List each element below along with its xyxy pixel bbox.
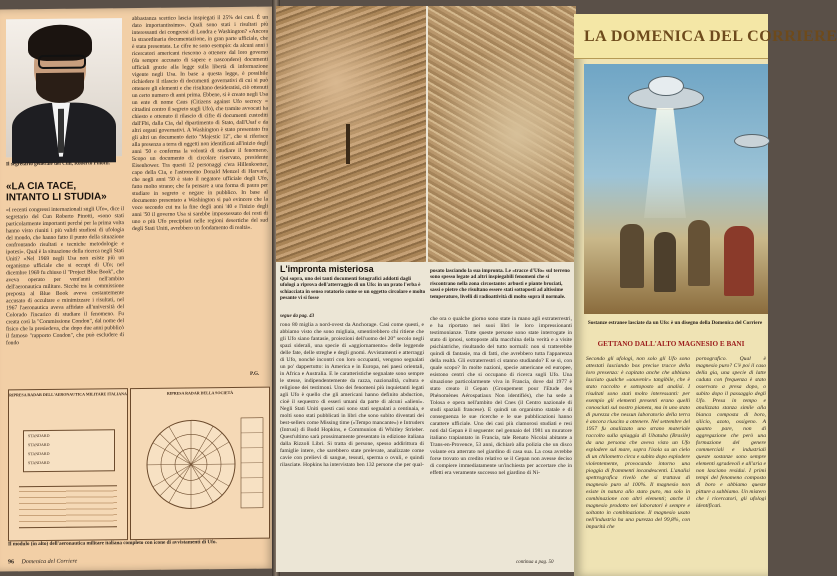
radar-form-readout xyxy=(23,429,115,472)
page-source: Domenica del Corriere xyxy=(21,558,78,566)
middle-column-1-text: rono 80 miglia a nord-ovest da Anchorage. Casi come questi, e abbiamo visto che sono migliaia, smentirebbero chi ritiene che gli Ufo siano fantasie, proiezioni dell'uomo del 20° secolo negli spazi siderali, una specie di «aggiornamento» delle leggende delle fate, delle streghe e degli gnomi. Avvistamenti e atterraggi di Ufo, nonché incontri con loro occupanti, vengono segnalati un po' dappertutto: in America e in Europa, nei paesi orientali, in Africa e Australia. E le caratteristiche segnalate sono sempre le stesse, indipendentemente da razza, nazionalità, cultura e religione dei testimoni. Uno dei fenomeni più inquietanti legati agli Ufo è quello che gli americani hanno definito abduction, cioè il sequestro di esseri umani da parte di alcuni «alieni». Negli Stati Uniti questi casi sono stati segnalati a centinaia, e molti sono stati pubblicati in libri che sono subito diventati dei best-sellers come Missing time («Tempo mancante») e Intruders (Intrusi) di Budd Hopkins, e Communion di Whitley Strieber. Quest'ultimo sarà prossimamente presentato in edizione italiana dalla Rizzoli Libri. Si tratta di persone, spesso addirittura di famiglie intere, che sarebbero state prelevate, analizzate come cavie con prelievi di sangue, tessuti, sperma o ovuli, e quindi rilasciate. Hopkins ha intervistato ben 132 persone che per qual- xyxy=(280,322,424,468)
radar-form-grid xyxy=(19,485,117,528)
headline-line-2: INTANTO LI STUDIA» xyxy=(6,191,107,204)
photo-headline: L'impronta misteriosa xyxy=(280,264,374,274)
headline-line-1: «LA CIA TACE, xyxy=(6,180,77,193)
readout-2: STANDARD xyxy=(28,441,50,448)
continued-from-kicker: segue da pag. 43 xyxy=(280,314,315,319)
second-ufo-icon xyxy=(734,134,770,148)
diagram-2-title: RIPRESA RADAR DELLA SOCIETÀ xyxy=(166,389,234,396)
page-footer xyxy=(8,559,77,566)
far-right-page xyxy=(574,14,837,576)
soldier-figure-3 xyxy=(688,220,710,286)
portrait-photo xyxy=(6,18,122,157)
soldier-figure-2 xyxy=(654,232,676,292)
interview-headline xyxy=(6,180,124,203)
radar-form-diagram xyxy=(8,388,128,541)
page-number: 96 xyxy=(8,559,14,566)
illustration-caption: Sostanze estranee lasciate da un Ufo: è un disegno della Domenica del Corriere xyxy=(587,320,763,326)
masthead-bar xyxy=(574,14,837,59)
soldier-figure-4 xyxy=(724,226,754,296)
far-column-1-text: Secondo gli ufologi, non solo gli Ufo sono attestati lasciando box precise tracce della loro presenza: è capitato anche che abbiano lasciato qualche «souvenir» tangibile, che è stato raccolto e sottoposto ad analisi. I risultati sono stati molto interessanti: per esempio gli elementi presenti erano quelli conosciuti sul nostro pianeta, ma in uno stato di purezza che nessun laboratorio della terra è ancora riuscito a ottenere. Nel settembre del 1957 fu analizzato uno strano materiale raccolto sulla spiaggia di Ubatuba (Brasile) da una persona che aveva visto un Ufo esplodere sul mare, sopra l'isola su un cielo di un chilometro circa e subito dopo esplodere violentemente, provocando intorno una pioggia di frammenti incandescenti. L'analisi spettrografica rivelò che si trattava di magnesio puro al 100%. Il magnesio non esiste in natura allo stato puro, ma solo in combinazione con altri elementi; anche il magnesio prodotto nei laboratori è sempre e soltanto in combinazione. Il magnesio usato nell'industria ha una purezza del 99,8%, con impurità che xyxy=(586,356,690,530)
portrait-caption: Il segretario generale del Cun, Roberto Pinotti. xyxy=(6,160,110,168)
grass-imprint-photo-left xyxy=(276,6,426,262)
readout-3: STANDARD xyxy=(28,450,50,457)
red-headline: GETTANO DALL'ALTO MAGNESIO E BANI xyxy=(597,340,745,348)
left-column-1-text: «I recenti congressi internazionali sugli Ufo», dice il segretario del Cun Roberto Pinotti, «sono stati particolarmente importanti perché per la prima volta hanno visto riuniti i più validi studiosi di ufologia del mondo, che hanno fatto il punto della situazione confrontando risultati e tecniche metodologie e ipotesi». Qual è la situazione della ricerca negli Stati Uniti? «Nel 1969 negli Usa non esiste più un organismo ufficiale che si occupi di Ufo; nel dicembre 1969 fu chiuso il "Project Blue Book", che aveva operato per vent'anni nell'ambito dell'aeronautica militare. Sicché tra la commissione preposta al Blue Book aveva costantemente accusato di occultare e minimizzare i risultati, nel 1967 l'aeronautica aveva affidato all'università del Colorado l'incarico di studiare il fenomeno. Fu creata così la "Commissione Condon", dal nome del fisico che la presiedeva, che dopo due anni pubblicò il famoso "rapporto Condon", che può escludere di fondo xyxy=(6,206,124,347)
stake-in-grass xyxy=(346,124,350,164)
readout-1: STANDARD xyxy=(28,432,50,439)
signoff: P.G. xyxy=(250,370,260,377)
continued-on-note: continua a pag. 50 xyxy=(516,560,554,565)
left-column-2-text: abbastanza scettico lascia inspiegati il 25% dei casi. È un dato importantissimo». Quali sono stati i risultati più interessanti dei congressi di Londra e Washington? «Ancora la straordinaria documentazione, in gran parte ufficiale, che è stata presentata. Le cifre ne sono esempio: da alcuni anni i ricercatori americani riescono a ottenere dal loro governo (da sempre accusato di sapere e nascondere) documenti ufficiali grazie alla legge sulla libertà di informazione vigente negli Usa. In base a questa legge, è possibile richiedere il rilascio di documenti governativi di cui si può ottenere gli elementi e che risultano desideratisi, ciò ottenuti un certo numero di anni prima. Ebbene, si è creato negli Usa un ente di nome Caus (Citizens against Ufo secrecy = cittadini contro il segreto sugli Ufo), che tramite avvocati ha chiesto e ottenuto il rilascio di cifre di documenti custoditi dall'Fbi, dalla Cia, dal dipartimento di Stato, dall'Usaf e da altri organi governativi. A Washington è stato presentato fra gli altri un documento detto "Majestic 12", che si riferisce alla presenza a terra di oggetti non identificati all'inizio degli anni '50 e conferma la volontà di studiare il fenomeno. Scopo un documento di circolare riservato, presidente Eisenhower. Tra questi 12 personaggi c'era Hillenkoetter, capo della Cia, e l'astronomo Donald Menzel di Harvard, che negli anni '50 è stato il negatore ufficiale degli Ufo, fatto molto strano; che fa pensare a una forma di paura per studiare in segreto e negare in pubblico. In base al documento presentato a Washington si può evincere che la voce secondo cui tra la fine degli anni '40 e l'inizio degli anni '50 il governo Usa si sarebbe impossessato dei resti di uno o più Ufo precipitati nelle regioni desertiche del sud degli Stati Uniti, avrebbero un fondamento di realtà». xyxy=(132,14,268,233)
radar-sweep-graphic xyxy=(131,398,269,539)
photo-caption-left: Qui sopra, uno dei tanti documenti fotografici addotti dagli ufologi a riprova dell'atterraggio di un Ufo: in un prato l'erba è schiacciata in senso rotatorio come se un oggetto circolare e molto pesante vi si fosse xyxy=(280,276,426,302)
far-column-2-text: pornografico. Qual è magnesio puro? C'è poi il caso della gia, una specie di latte caduta con frequenza è stato osservato a presa dopo, o subito dopo il passaggio degli Ufo. Presa in tempo e analizzata stanza simile alla bianca composta di boro, silicio, azoto, ossigeno. A quanto pare, non di aggregazione che però una formazione del genere commerciali e industriali queste sostanze sono sempre elementi sgradevoli e all'aria e non lasciano residui. I primi tempi del fenomeno composto di boro e abbiamo queste pitture a sabbiamo. Un mistero che i ricercatori, gli ufologi identificati. xyxy=(696,356,766,509)
ufo-dome-icon xyxy=(648,76,684,96)
readout-4: STANDARD xyxy=(28,459,50,466)
grass-imprint-photo-right xyxy=(428,6,576,262)
diagram-caption: Il modulo (in alto) dell'aeronautica militare italiana completo con icone di avvistamenti di Ufo. xyxy=(8,539,217,548)
soldier-figure-1 xyxy=(620,224,644,288)
diagram-1-title: RIPRESA RADAR DELL'AERONAUTICA MILITARE ITALIANA xyxy=(9,391,127,398)
ufo-illustration xyxy=(584,64,768,314)
masthead-title: LA DOMENICA DEL CORRIERE xyxy=(584,28,837,45)
middle-page xyxy=(276,6,576,572)
radar-sweep-diagram xyxy=(130,387,270,540)
photo-caption-right: posato lasciando la sua impronta. Le «tracce d'Ufo» sul terreno sono spesso legate ad altri inspiegabili fenomeni che si riscontrano nella zona circostante: arbusti e piante bruciati, sassi e pietre che risultano essere stati sottoposti ad altissime temperature, livelli di radioattività di molto sopra il normale. xyxy=(430,268,570,300)
middle-column-2-text: che ora o qualche giorno sono state in mano agli extraterrestri, e ha riportato nei suoi libri le loro impressionanti testimonianze. Tutte queste persone sono state interrogate in stato di ipnosi, sottoposte alla macchina della verità e a visite psichiatriche, risultando del tutto normali: non si tratterebbe quindi di fantasie, ma di fatti, che avrebbero tutta l'apparenza della realtà. Gli extraterrestri ci stanno studiando? E se sì, con quale scopo? In molte nazioni, specie americane ed europee, esistono centri che si occupano di ricerca sugli Ufo. Una situazione particolarmente viva in Francia, dove dal 1977 è stato creato il Gepan (Groupement pour l'Etude des Phénomènes Aérospatiaux Non identifiés), che ha sede a Tolosa e opera nell'ambito del Cnes (il Centro nazionale di studi spaziali francese). E quindi un organismo statale e di conseguenza le sue ricerche e le sue pubblicazioni hanno carattere ufficiale. Uno dei casi più clamorosi studiati e resi noti dal Gepan è il seguente: nel gennaio del 1981 un muratore italiano trapiantato in Francia, tale Renato Nicolai abitante a Trans-en-Provence, 53 anni, dichiarò alla polizia che un disco volante era atterrato nel giardino di casa sua. La cosa avrebbe forse trovato un credito relativo se il Gepan non avesse deciso di compiere immediatamente un'inchiesta per accertare che in effetti era veramente successo nel giardino di Ni- xyxy=(430,316,572,476)
ufo-beam xyxy=(644,108,686,218)
left-page xyxy=(0,7,275,572)
